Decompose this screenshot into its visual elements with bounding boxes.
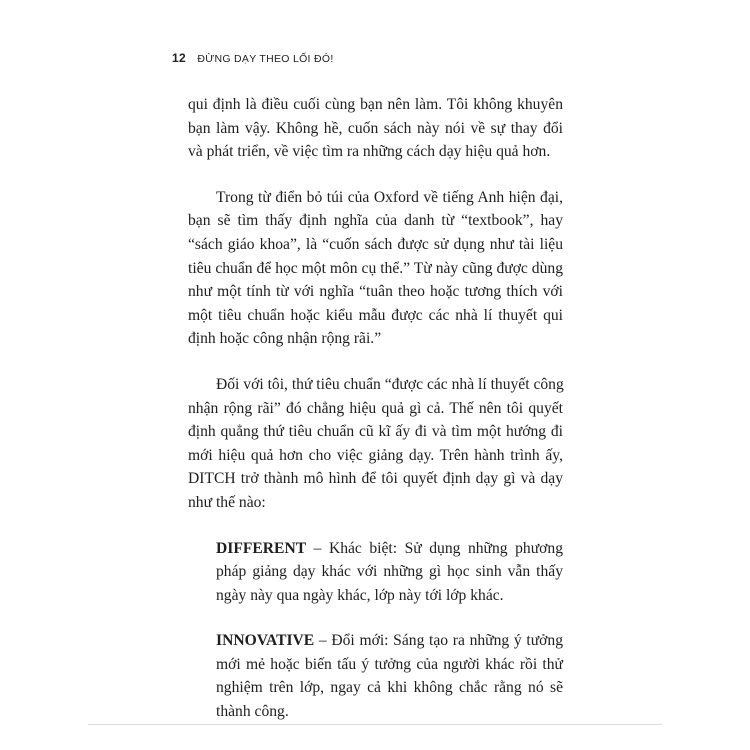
text-line: pháp giảng dạy khác với những gì học sinh vẫn thấy: [216, 563, 563, 581]
text-line: [216, 629, 563, 653]
text-line: nghiệm trên lớp, ngay cả khi không chắc rằng nó sẽ: [216, 679, 563, 697]
text-line: như một tính từ với nghĩa “tuân theo hoặc tương thích với: [188, 283, 563, 301]
text-line: như thế nào:: [188, 493, 266, 511]
text-line: định hoặc công nhận rộng rãi.”: [188, 330, 382, 348]
text-line: mới hiệu quả hơn cho việc giảng dạy. Trên hành trình ấy,: [188, 446, 563, 464]
page-number: 12: [172, 51, 186, 65]
page-edge-divider: [88, 724, 662, 725]
ditch-definition: – Đổi mới: Sáng tạo ra những ý tưởng: [314, 632, 563, 650]
ditch-item-different: [216, 537, 563, 608]
text-line: nhận rộng rãi” đó chẳng hiệu quả gì cả. Thế nên tôi quyết: [188, 399, 563, 417]
text-line: Đối với tôi, thứ tiêu chuẩn “được các nhà lí thuyết công: [216, 375, 564, 393]
paragraph: [188, 373, 563, 515]
ditch-definition: – Khác biệt: Sử dụng những phương: [306, 539, 563, 557]
paragraph: [188, 186, 563, 351]
text-line: thành công.: [216, 703, 289, 721]
book-title: ĐỪNG DẠY THEO LỐI ĐÓ!: [197, 53, 334, 65]
text-line: [216, 537, 563, 561]
body-text: [188, 93, 563, 746]
text-line: ngày này qua ngày khác, lớp này tới lớp khác.: [216, 586, 504, 604]
text-line: “sách giáo khoa”, là “cuốn sách được sử dụng như tài liệu: [188, 235, 563, 253]
text-line: mới mẻ hoặc biến tấu ý tưởng của người khác rồi thử: [216, 655, 563, 673]
running-header: [172, 51, 334, 65]
text-line: và phát triển, về việc tìm ra những cách dạy hiệu quả hơn.: [188, 143, 551, 161]
text-line: định quẳng thứ tiêu chuẩn cũ kĩ ấy đi và tìm một hướng đi: [188, 423, 563, 441]
ditch-item-innovative: [216, 629, 563, 723]
text-line: bạn làm vậy. Không hề, cuốn sách này nói về sự thay đổi: [188, 119, 563, 137]
paragraph: [188, 93, 563, 164]
ditch-term: INNOVATIVE: [216, 632, 315, 650]
text-line: qui định là điều cuối cùng bạn nên làm. Tôi không khuyên: [188, 96, 563, 113]
text-line: bạn sẽ tìm thấy định nghĩa của danh từ “textbook”, hay: [188, 212, 563, 230]
text-line: DITCH trở thành mô hình để tôi quyết định dạy gì và dạy: [188, 470, 563, 488]
text-line: Trong từ điển bỏ túi của Oxford về tiếng Anh hiện đại,: [216, 188, 563, 206]
text-line: một tiêu chuẩn hoặc kiểu mẫu được các nhà lí thuyết qui: [188, 306, 563, 324]
ditch-term: DIFFERENT: [216, 539, 307, 557]
text-line: tiêu chuẩn để học một môn cụ thể.” Từ này cũng được dùng: [188, 259, 563, 277]
